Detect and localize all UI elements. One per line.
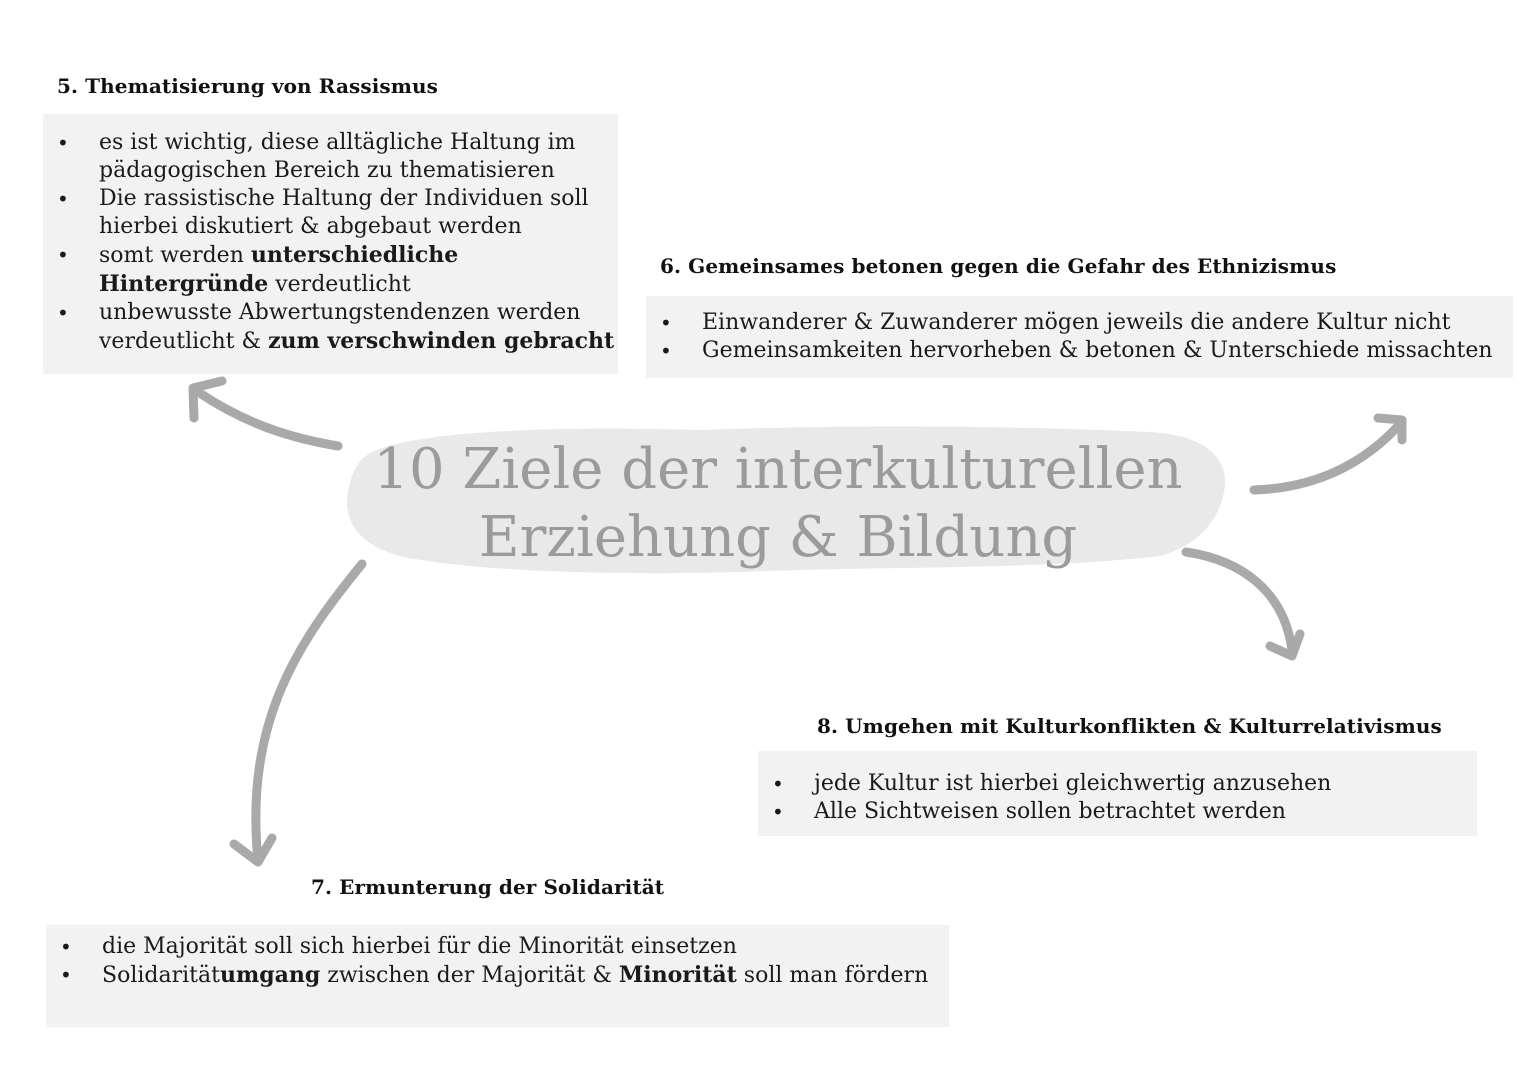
section-6-heading: 6. Gemeinsames betonen gegen die Gefahr des Ethnizismus: [660, 254, 1337, 278]
bold-text: zum verschwinden gebracht: [268, 328, 615, 354]
list-item: [43, 129, 618, 185]
text-run: Die rassistische Haltung der Individuen soll: [99, 186, 589, 211]
list-item: [43, 241, 618, 299]
section-5-list: [43, 129, 618, 356]
section-8-box: [758, 751, 1477, 836]
list-item: [46, 933, 949, 961]
arrow-to-section-7: [256, 564, 362, 860]
text-run: unbewusste Abwertungstendenzen werden: [99, 300, 581, 325]
section-6-box: [646, 296, 1513, 378]
text-run: Gemeinsamkeiten hervorheben & betonen & Unterschiede missachten: [702, 338, 1493, 363]
text-run: zwischen der Majorität &: [320, 963, 619, 988]
text-run: die Majorität soll sich hierbei für die Minorität einsetzen: [102, 934, 737, 959]
section-8-heading: 8. Umgehen mit Kulturkonflikten & Kulturrelativismus: [817, 714, 1442, 738]
list-item: [758, 770, 1477, 798]
section-7-box: [46, 925, 949, 1027]
section-7-heading: 7. Ermunterung der Solidarität: [311, 875, 665, 899]
text-run: jede Kultur ist hierbei gleichwertig anzusehen: [814, 771, 1332, 796]
text-run: Einwanderer & Zuwanderer mögen jeweils die andere Kultur nicht: [702, 310, 1451, 335]
arrow-to-section-6: [1254, 424, 1400, 490]
text-run: pädagogischen Bereich zu thematisieren: [99, 158, 555, 183]
list-item: [646, 309, 1513, 337]
text-run: hierbei diskutiert & abgebaut werden: [99, 214, 522, 239]
section-5-heading: 5. Thematisierung von Rassismus: [57, 74, 439, 98]
title-line-1: 10 Ziele der interkulturellen: [373, 437, 1183, 502]
title-line-2: Erziehung & Bildung: [478, 505, 1078, 570]
text-run: verdeutlicht &: [99, 329, 269, 354]
section-6-list: [646, 309, 1513, 365]
list-item: [43, 185, 618, 241]
text-run: somt werden: [99, 243, 251, 268]
bold-text: unterschiedliche: [250, 242, 459, 268]
text-run: soll man fördern: [736, 963, 929, 988]
section-8-list: [758, 770, 1477, 826]
list-item: [758, 798, 1477, 826]
list-item: [46, 961, 949, 990]
list-item: [43, 299, 618, 356]
bold-text: Hintergründe: [99, 271, 269, 297]
text-run: es ist wichtig, diese alltägliche Haltung im: [99, 130, 576, 155]
bold-text: Minorität: [618, 962, 737, 988]
text-run: Alle Sichtweisen sollen betrachtet werden: [814, 799, 1286, 824]
text-run: Solidarität: [102, 963, 220, 988]
page-title: [346, 436, 1210, 572]
bold-text: umgang: [219, 962, 321, 988]
section-5-box: [43, 114, 618, 374]
arrow-head-section-8: [1270, 634, 1300, 656]
text-run: verdeutlicht: [268, 272, 411, 297]
list-item: [646, 337, 1513, 365]
section-7-list: [46, 933, 949, 990]
arrow-to-section-5: [198, 392, 338, 446]
